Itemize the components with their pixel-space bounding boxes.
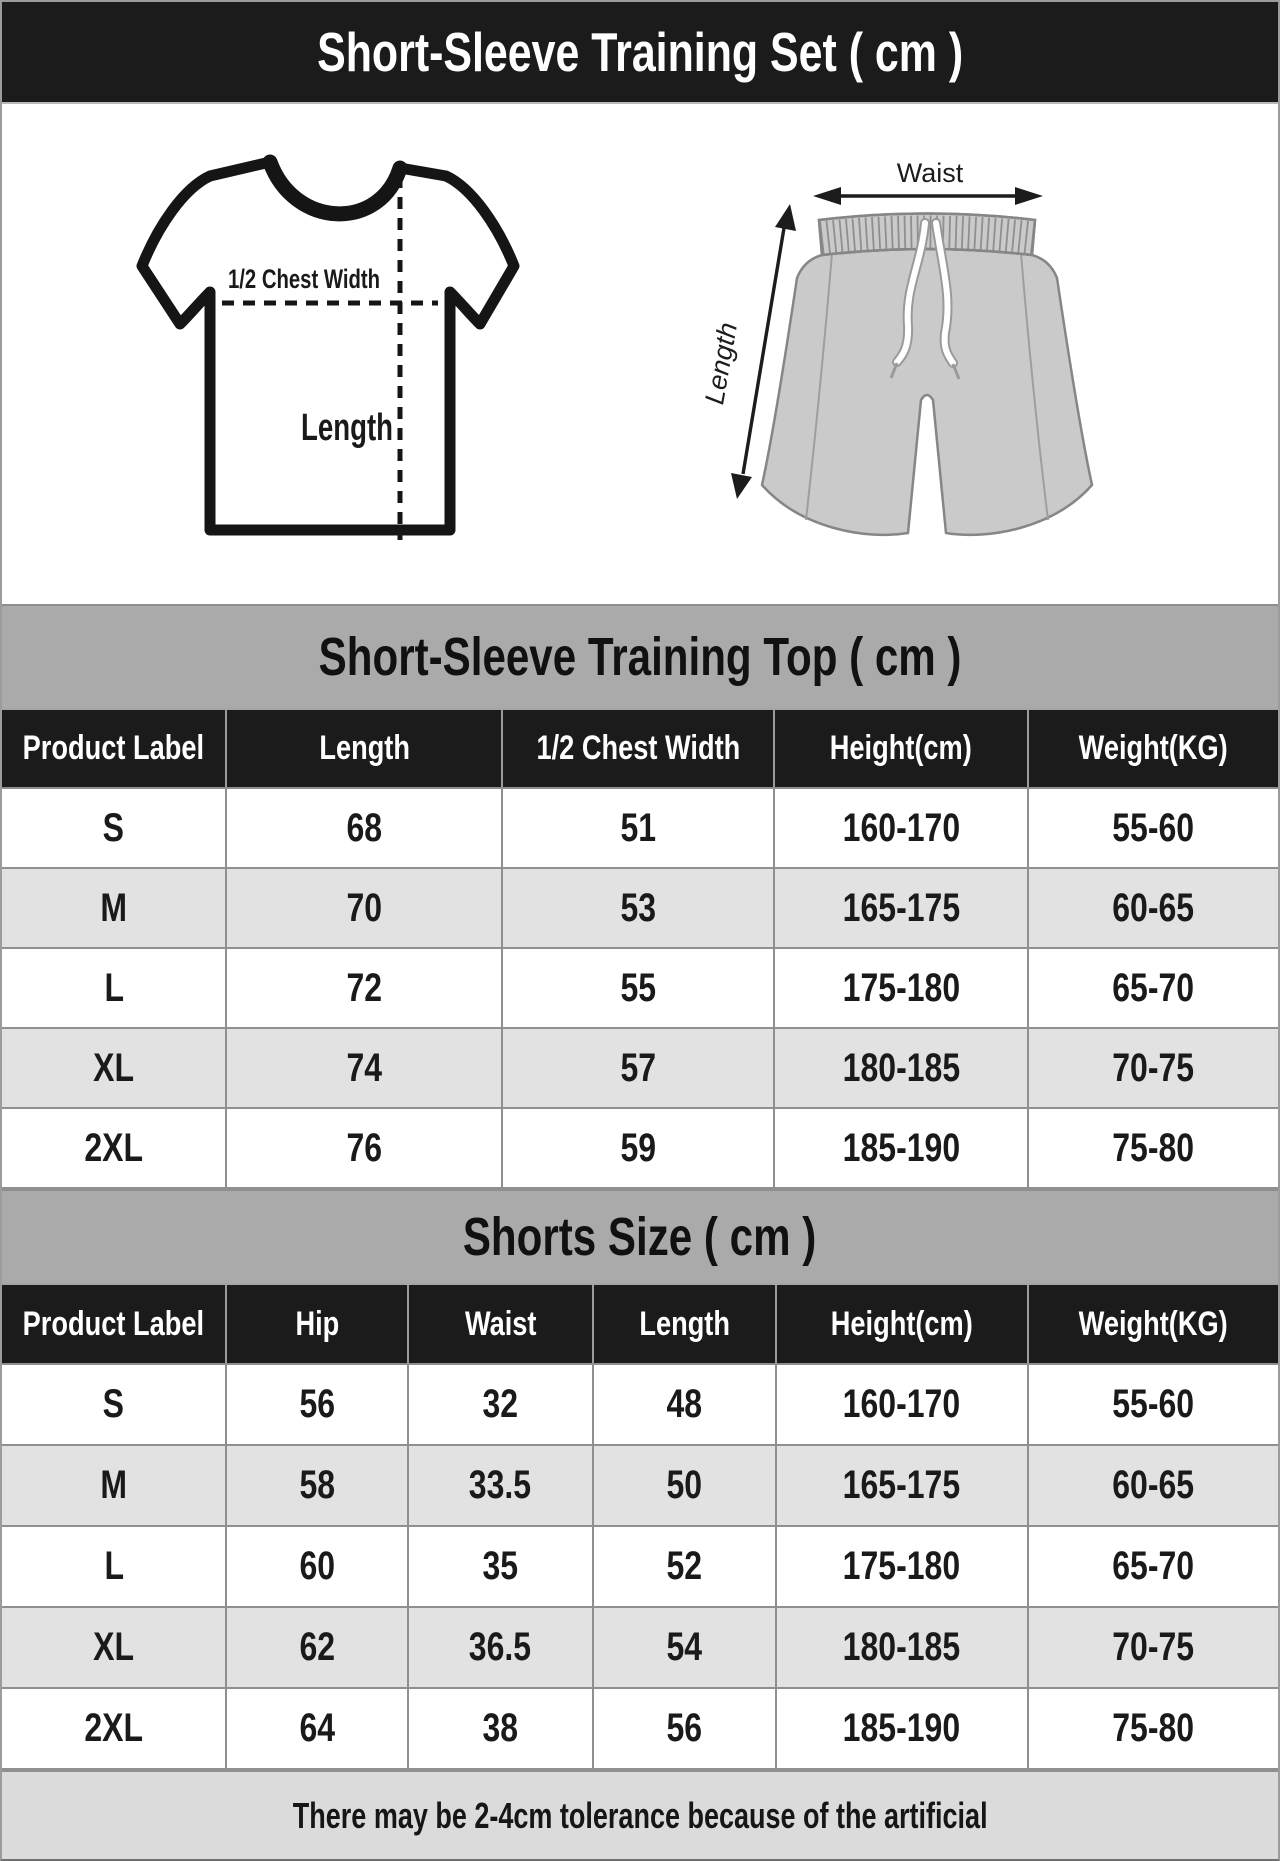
table-cell: 2XL: [2, 1689, 227, 1768]
table-row-xl: [2, 1029, 1278, 1109]
table-cell: 35: [409, 1527, 594, 1606]
table-cell: 64: [227, 1689, 409, 1768]
waist-arrowhead-left: [813, 187, 841, 205]
table-cell: 33.5: [409, 1446, 594, 1525]
table-cell: 62: [227, 1608, 409, 1687]
table-cell: 50: [594, 1446, 777, 1525]
table-cell: L: [2, 949, 227, 1027]
table-cell: 175-180: [775, 949, 1029, 1027]
table-cell: 180-185: [775, 1029, 1029, 1107]
table-cell: XL: [2, 1608, 227, 1687]
table-cell: 185-190: [775, 1109, 1029, 1187]
waist-label: Waist: [896, 158, 964, 188]
table-row-s: [2, 1365, 1278, 1446]
header-cell-height: Height(cm): [777, 1285, 1029, 1363]
header-cell-chest-width: 1/2 Chest Width: [503, 710, 775, 787]
table-cell: 60-65: [1112, 1463, 1195, 1507]
chest-width-label: 1/2 Chest Width: [228, 264, 380, 294]
table-cell: 74: [227, 1029, 503, 1107]
tshirt-diagram: [118, 128, 538, 568]
table-cell: 2XL: [2, 1109, 227, 1187]
table-cell: 165-175: [777, 1446, 1029, 1525]
table-cell: 38: [409, 1689, 594, 1768]
table-cell: M: [2, 1446, 227, 1525]
table-row-xl: [2, 1608, 1278, 1689]
table-cell: 65-70: [1112, 1544, 1195, 1588]
table-cell: 55-60: [1112, 805, 1195, 850]
table-cell: 175-180: [777, 1527, 1029, 1606]
table-header-row: [2, 1285, 1278, 1365]
table-cell: 48: [594, 1365, 777, 1444]
table-cell: 185-190: [777, 1689, 1029, 1768]
table-cell: 68: [227, 789, 503, 867]
table-row-2xl: [2, 1689, 1278, 1770]
waist-arrowhead-right: [1015, 187, 1043, 205]
table-cell: 75-80: [1112, 1125, 1195, 1170]
table-row-2xl: [2, 1109, 1278, 1189]
table-cell: 165-175: [775, 869, 1029, 947]
shorts-diagram: [600, 130, 1120, 570]
shorts-length-label: Length: [699, 320, 744, 407]
header-cell-weight: Weight(KG): [1029, 1285, 1278, 1363]
table-cell: 56: [594, 1689, 777, 1768]
shorts-section-header: [2, 1189, 1278, 1285]
table-row-l: [2, 949, 1278, 1029]
header-cell-height: Height(cm): [775, 710, 1029, 787]
table-cell: 70-75: [1112, 1625, 1195, 1669]
table-cell: 59: [503, 1109, 775, 1187]
header-cell-hip: Hip: [227, 1285, 409, 1363]
table-row-m: [2, 1446, 1278, 1527]
table-cell: 55: [503, 949, 775, 1027]
table-cell: 70: [227, 869, 503, 947]
tshirt-length-label: Length: [301, 407, 393, 449]
top-section-title: Short-Sleeve Training Top ( cm ): [318, 627, 962, 687]
table-cell: 51: [503, 789, 775, 867]
table-cell: 60: [227, 1527, 409, 1606]
table-cell: 56: [227, 1365, 409, 1444]
shorts-body: [762, 249, 1092, 535]
table-cell: 57: [503, 1029, 775, 1107]
page-title: Short-Sleeve Training Set ( cm ): [316, 21, 964, 83]
table-cell: 160-170: [775, 789, 1029, 867]
title-bar: [2, 2, 1278, 104]
table-row-s: [2, 789, 1278, 869]
header-cell-weight: Weight(KG): [1029, 710, 1278, 787]
length-arrowhead-top: [775, 204, 796, 231]
table-cell: 53: [503, 869, 775, 947]
table-cell: 60-65: [1112, 885, 1195, 930]
table-cell: 180-185: [777, 1608, 1029, 1687]
table-header-row: [2, 710, 1278, 789]
table-cell: 76: [227, 1109, 503, 1187]
table-cell: 65-70: [1112, 965, 1195, 1010]
header-cell-length: Length: [594, 1285, 777, 1363]
table-cell: 58: [227, 1446, 409, 1525]
table-cell: 52: [594, 1527, 777, 1606]
table-cell: 70-75: [1112, 1045, 1195, 1090]
footer-note: [2, 1770, 1278, 1859]
table-cell: XL: [2, 1029, 227, 1107]
table-row-l: [2, 1527, 1278, 1608]
shorts-section-title: Shorts Size ( cm ): [463, 1207, 817, 1267]
table-cell: L: [2, 1527, 227, 1606]
table-cell: M: [2, 869, 227, 947]
header-cell-length: Length: [227, 710, 503, 787]
table-cell: S: [2, 789, 227, 867]
length-arrowhead-bottom: [731, 473, 752, 499]
tolerance-note-text: There may be 2-4cm tolerance because of the artificial: [292, 1794, 988, 1836]
table-cell: 75-80: [1112, 1706, 1195, 1750]
table-row-m: [2, 869, 1278, 949]
header-cell-waist: Waist: [409, 1285, 594, 1363]
shorts-size-table: [2, 1285, 1278, 1770]
header-cell-product-label: Product Label: [2, 1285, 227, 1363]
header-cell-product-label: Product Label: [2, 710, 227, 787]
table-cell: 54: [594, 1608, 777, 1687]
diagram-section: [2, 104, 1278, 604]
top-size-table: [2, 710, 1278, 1189]
table-cell: 36.5: [409, 1608, 594, 1687]
table-cell: 55-60: [1112, 1382, 1195, 1426]
table-cell: 160-170: [777, 1365, 1029, 1444]
top-section-header: [2, 604, 1278, 710]
table-cell: 32: [409, 1365, 594, 1444]
table-cell: S: [2, 1365, 227, 1444]
table-cell: 72: [227, 949, 503, 1027]
